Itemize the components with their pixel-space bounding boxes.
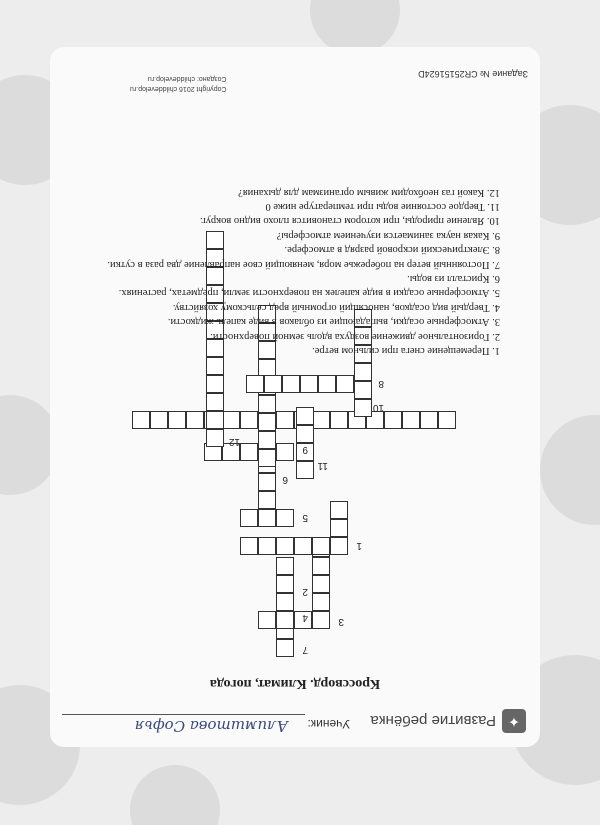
clue-number: 3 (338, 616, 344, 627)
crossword-cell[interactable] (240, 411, 258, 429)
crossword-cell[interactable] (312, 575, 330, 593)
clue-list (60, 184, 500, 357)
crossword-cell[interactable] (296, 425, 314, 443)
page-title: Кроссворд. Климат, погода (209, 676, 381, 691)
crossword-cell[interactable] (300, 375, 318, 393)
clue-item: 3. Атмосферные осадки, выпадающие из облаков в виде капель жидкости. (167, 316, 500, 328)
crossword-cell[interactable] (318, 375, 336, 393)
crossword-cell[interactable] (222, 411, 240, 429)
student-underline (62, 714, 305, 715)
clue-number: 12 (228, 436, 240, 447)
crossword-cell[interactable] (312, 537, 330, 555)
crossword-cell[interactable] (296, 461, 314, 479)
crossword-cell[interactable] (312, 411, 330, 429)
crossword-cell[interactable] (240, 537, 258, 555)
crossword-cell[interactable] (258, 431, 276, 449)
crossword-cell[interactable] (384, 411, 402, 429)
crossword-cell[interactable] (276, 639, 294, 657)
crossword-cell[interactable] (246, 375, 264, 393)
clue-number: 7 (302, 644, 308, 655)
crossword-cell[interactable] (354, 399, 372, 417)
footer (130, 73, 227, 93)
crossword-cell[interactable] (336, 375, 354, 393)
brand-logo (370, 709, 526, 733)
crossword-cell[interactable] (206, 375, 224, 393)
crossword-cell[interactable] (240, 509, 258, 527)
crossword-cell[interactable] (312, 593, 330, 611)
clue-number: 9 (302, 444, 308, 455)
crossword-cell[interactable] (258, 537, 276, 555)
clue-item: 12. Какой газ необходим живым организмам для дыхания? (238, 186, 500, 198)
crossword-cell[interactable] (330, 537, 348, 555)
crossword-cell[interactable] (420, 411, 438, 429)
crossword-cell[interactable] (258, 509, 276, 527)
clue-number: 6 (282, 474, 288, 485)
crossword-cell[interactable] (258, 473, 276, 491)
crossword-cell[interactable] (186, 411, 204, 429)
crossword-cell[interactable] (296, 407, 314, 425)
decor-circle (540, 415, 600, 525)
crossword-cell[interactable] (240, 443, 258, 461)
crossword-cell[interactable] (258, 449, 276, 467)
crossword-cell[interactable] (330, 411, 348, 429)
crossword-cell[interactable] (330, 501, 348, 519)
worksheet-card (50, 47, 540, 747)
logo-text: Развитие ребёнка (370, 712, 496, 730)
crossword-cell[interactable] (258, 395, 276, 413)
copyright-text: Copyright 2016 childdevelop.ru (130, 85, 227, 92)
crossword-cell[interactable] (276, 443, 294, 461)
student-name-handwritten: Алимштова Софья (134, 717, 288, 735)
student-field (62, 711, 350, 735)
clue-item: 1. Перемещение снега при сильном ветре. (312, 345, 500, 356)
crossword-cell[interactable] (294, 537, 312, 555)
clue-item: 11. Твердое состояние воды при температуре ниже 0 (265, 200, 500, 212)
crossword-cell[interactable] (438, 411, 456, 429)
crossword-cell[interactable] (150, 411, 168, 429)
clue-item: 10. Явление природы, при котором становится плохо видно вокруг. (199, 215, 500, 227)
crossword-cell[interactable] (402, 411, 420, 429)
crossword-cell[interactable] (354, 363, 372, 381)
crossword-cell[interactable] (264, 375, 282, 393)
clue-item: 2. Горизонтальное движение воздуха вдоль земной поверхности. (210, 330, 500, 342)
crossword-cell[interactable] (206, 357, 224, 375)
crossword-cell[interactable] (276, 509, 294, 527)
crossword-cell[interactable] (206, 393, 224, 411)
crossword-cell[interactable] (132, 411, 150, 429)
crossword-cell[interactable] (168, 411, 186, 429)
clue-number: 5 (302, 512, 308, 523)
crossword-cell[interactable] (258, 413, 276, 431)
clue-item: 6. Кристалл из воды. (407, 272, 500, 284)
crossword-cell[interactable] (206, 429, 224, 447)
crossword-cell[interactable] (354, 381, 372, 399)
crossword-cell[interactable] (276, 411, 294, 429)
clue-item: 5. Атмосферные осадки в виде капелек на поверхности земли, предметах, растениях. (118, 287, 500, 299)
clue-number: 11 (317, 460, 328, 471)
clue-number: 10 (372, 402, 384, 413)
crossword-cell[interactable] (276, 575, 294, 593)
crossword-cell[interactable] (206, 411, 224, 429)
puzzle-logo-icon: ✦ (502, 709, 526, 733)
crossword-cell[interactable] (276, 593, 294, 611)
crossword-cell[interactable] (330, 519, 348, 537)
crossword-cell[interactable] (312, 557, 330, 575)
student-label: Ученик: (307, 717, 350, 731)
clue-number: 1 (356, 540, 362, 551)
crossword-cell[interactable] (258, 491, 276, 509)
crossword-cell[interactable] (258, 611, 276, 629)
clue-number: 2 (302, 586, 308, 597)
crossword-cell[interactable] (282, 375, 300, 393)
crossword-cell[interactable] (312, 611, 330, 629)
clue-item: 7. Постоянный ветер на побережье моря, меняющий свое направление два раза в сутки. (107, 258, 500, 270)
clue-item: 4. Твердый вид осадков, наносящий огромный вред сельскому хозяйству. (172, 301, 500, 313)
clue-number: 8 (378, 378, 384, 389)
clue-number: 4 (302, 612, 308, 623)
source-text: Создано: childdevelop.ru (147, 75, 227, 82)
crossword-cell[interactable] (276, 611, 294, 629)
decor-circle (130, 765, 220, 825)
clue-item: 8. Электрический искровой разряд в атмосфере. (284, 244, 500, 256)
crossword-cell[interactable] (276, 537, 294, 555)
task-code: Задание № CR25151624D (418, 69, 528, 79)
clue-item: 9. Какая наука занимается изучением атмосферы? (276, 229, 500, 241)
crossword-cell[interactable] (276, 557, 294, 575)
